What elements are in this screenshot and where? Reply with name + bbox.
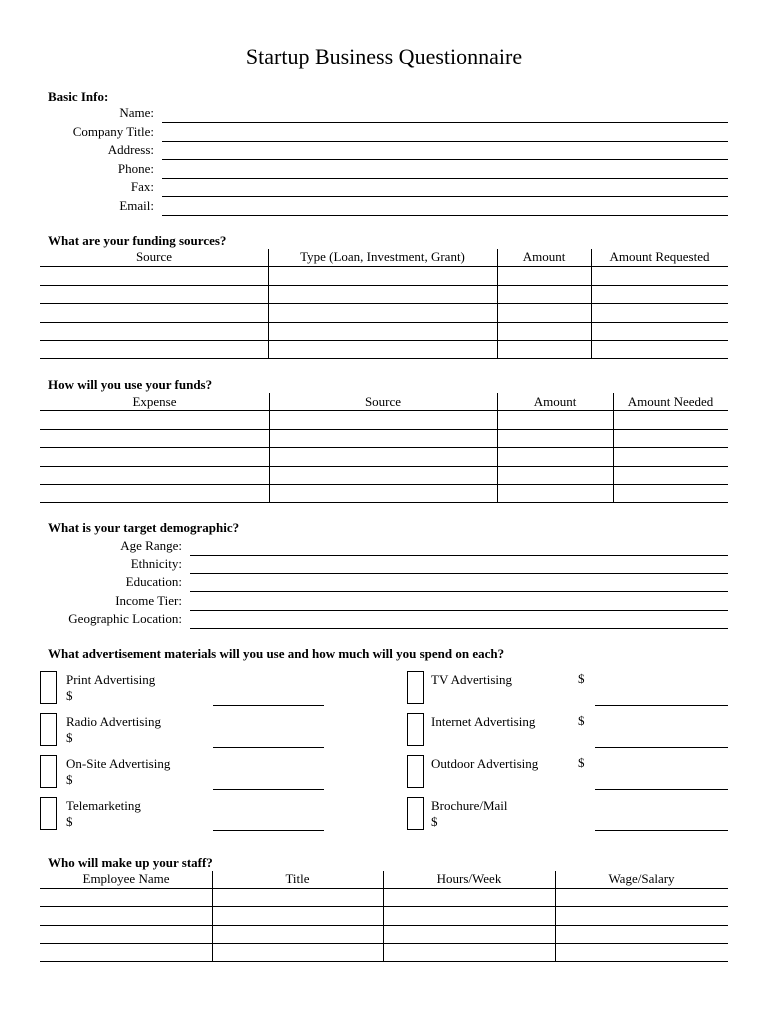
column-header: Source	[364, 394, 402, 409]
column-header: Title	[285, 871, 310, 886]
geographic-location-field[interactable]	[190, 628, 728, 629]
brochure-mail-checkbox[interactable]	[407, 797, 424, 830]
radio-advertising-checkbox[interactable]	[40, 713, 57, 746]
ethnicity-field[interactable]	[190, 573, 728, 574]
currency-symbol: $	[431, 814, 438, 829]
column-header: Amount	[522, 249, 566, 264]
radio-advertising-label: Radio Advertising	[66, 714, 161, 729]
print-advertising-label: Print Advertising	[66, 672, 156, 687]
internet-advertising-checkbox[interactable]	[407, 713, 424, 746]
fax-field[interactable]	[162, 196, 728, 197]
table-row[interactable]	[40, 410, 728, 411]
table-row[interactable]	[40, 466, 728, 467]
print-advertising-checkbox[interactable]	[40, 671, 57, 704]
table-row[interactable]	[40, 906, 728, 907]
table-row[interactable]	[40, 484, 728, 485]
table-row[interactable]	[40, 888, 728, 889]
tv-advertising-label: TV Advertising	[431, 672, 513, 687]
column-header: Expense	[132, 394, 177, 409]
table-row[interactable]	[40, 961, 728, 962]
fax-label: Fax:	[130, 179, 154, 194]
table-row[interactable]	[40, 502, 728, 503]
funding-heading: What are your funding sources?	[48, 233, 227, 248]
income-tier-label: Income Tier:	[115, 593, 182, 608]
table-row[interactable]	[40, 447, 728, 448]
tv-advertising-checkbox[interactable]	[407, 671, 424, 704]
column-header: Wage/Salary	[608, 871, 675, 886]
demographic-heading: What is your target demographic?	[48, 520, 240, 535]
address-label: Address:	[107, 142, 154, 157]
on-site-advertising-amount[interactable]	[213, 789, 324, 790]
currency-symbol: $	[66, 688, 73, 703]
phone-field[interactable]	[162, 178, 728, 179]
age-range-field[interactable]	[190, 555, 728, 556]
telemarketing-amount[interactable]	[213, 830, 324, 831]
phone-label: Phone:	[117, 161, 154, 176]
outdoor-advertising-checkbox[interactable]	[407, 755, 424, 788]
on-site-advertising-checkbox[interactable]	[40, 755, 57, 788]
column-header: Amount	[533, 394, 577, 409]
internet-advertising-label: Internet Advertising	[431, 714, 536, 729]
page-title: Startup Business Questionnaire	[245, 44, 523, 69]
email-field[interactable]	[162, 215, 728, 216]
table-row[interactable]	[40, 943, 728, 944]
table-row[interactable]	[40, 266, 728, 267]
column-divider	[383, 871, 384, 962]
telemarketing-checkbox[interactable]	[40, 797, 57, 830]
advertising-heading: What advertisement materials will you use and how much will you spend on each?	[48, 646, 505, 661]
use-funds-heading: How will you use your funds?	[48, 377, 213, 392]
staff-heading: Who will make up your staff?	[48, 855, 213, 870]
ethnicity-label: Ethnicity:	[130, 556, 182, 571]
outdoor-advertising-label: Outdoor Advertising	[431, 756, 539, 771]
currency-symbol: $	[66, 730, 73, 745]
currency-symbol: $	[66, 814, 73, 829]
currency-symbol: $	[578, 755, 585, 770]
column-header: Hours/Week	[436, 871, 502, 886]
currency-symbol: $	[578, 713, 585, 728]
address-field[interactable]	[162, 159, 728, 160]
outdoor-advertising-amount[interactable]	[595, 789, 728, 790]
age-range-label: Age Range:	[120, 538, 182, 553]
table-row[interactable]	[40, 340, 728, 341]
education-field[interactable]	[190, 591, 728, 592]
name-label: Name:	[119, 105, 154, 120]
telemarketing-label: Telemarketing	[66, 798, 141, 813]
name-field[interactable]	[162, 122, 728, 123]
column-divider	[555, 871, 556, 962]
column-header: Amount Requested	[609, 249, 710, 264]
column-header: Source	[135, 249, 173, 264]
column-header: Employee Name	[82, 871, 170, 886]
geographic-location-label: Geographic Location:	[68, 611, 182, 626]
brochure-mail-amount[interactable]	[595, 830, 728, 831]
table-row[interactable]	[40, 429, 728, 430]
internet-advertising-amount[interactable]	[595, 747, 728, 748]
column-divider	[212, 871, 213, 962]
table-row[interactable]	[40, 303, 728, 304]
radio-advertising-amount[interactable]	[213, 747, 324, 748]
table-row[interactable]	[40, 925, 728, 926]
table-row[interactable]	[40, 285, 728, 286]
basic-info-heading: Basic Info:	[48, 89, 109, 104]
on-site-advertising-label: On-Site Advertising	[66, 756, 171, 771]
brochure-mail-label: Brochure/Mail	[431, 798, 508, 813]
column-header: Amount Needed	[627, 394, 714, 409]
column-header: Type (Loan, Investment, Grant)	[300, 249, 465, 264]
company-title-field[interactable]	[162, 141, 728, 142]
table-row[interactable]	[40, 322, 728, 323]
tv-advertising-amount[interactable]	[595, 705, 728, 706]
print-advertising-amount[interactable]	[213, 705, 324, 706]
table-row[interactable]	[40, 358, 728, 359]
income-tier-field[interactable]	[190, 610, 728, 611]
currency-symbol: $	[66, 772, 73, 787]
email-label: Email:	[119, 198, 154, 213]
company-title-label: Company Title:	[72, 124, 154, 139]
education-label: Education:	[125, 574, 182, 589]
currency-symbol: $	[578, 671, 585, 686]
